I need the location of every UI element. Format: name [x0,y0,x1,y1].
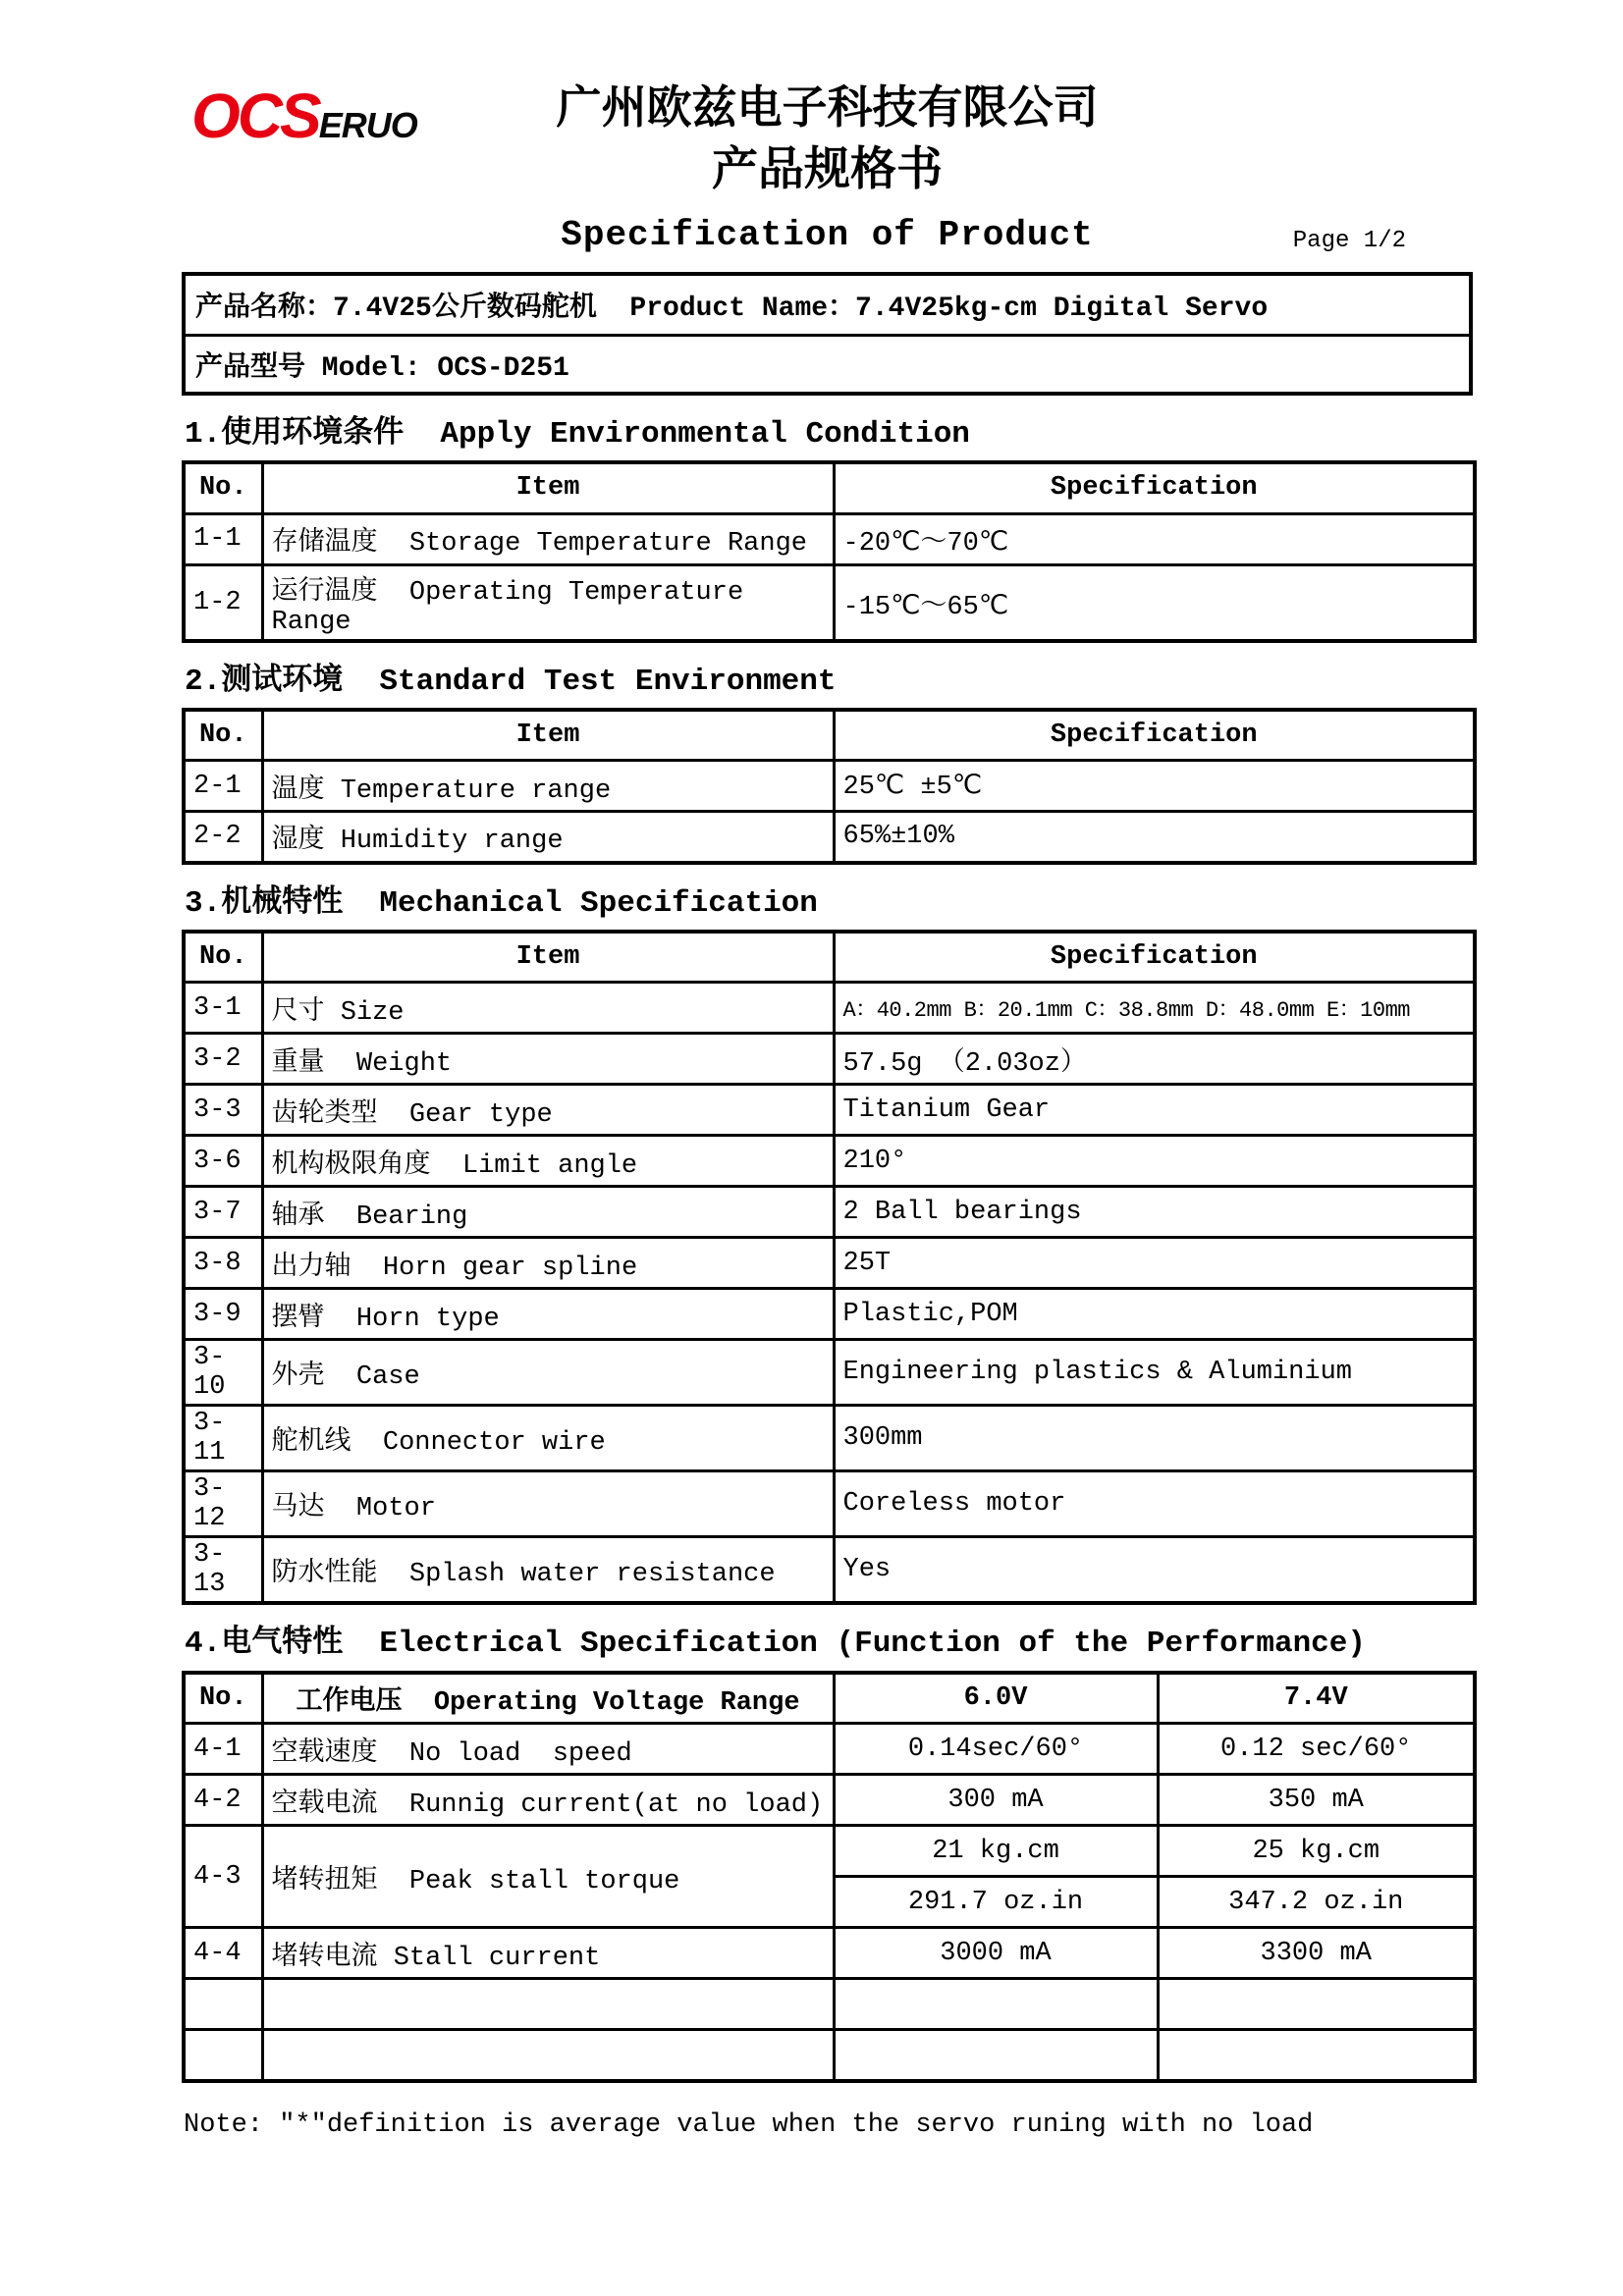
cell-spec: 210° [834,1136,1475,1187]
cell-no: 4-4 [184,1928,262,1979]
cell-spec: Titanium Gear [834,1085,1475,1136]
section-heading-electrical: 4.电气特性 Electrical Specification (Function of the Performance) [185,1627,1366,1662]
table-row [184,1406,1475,1471]
cell-value-7v: 0.12 sec/60° [1158,1724,1475,1775]
cell-empty [262,2030,834,2081]
cell-empty [184,2030,262,2081]
table-row [184,1289,1475,1340]
column-header: Specification [834,710,1475,761]
cell-no: 1-1 [184,513,262,564]
table-row [184,812,1475,863]
cell-no: 2-2 [184,812,262,863]
cell-spec: -15℃～65℃ [834,564,1475,641]
table-row [184,1775,1475,1826]
cell-item: 轴承 Bearing [262,1187,834,1238]
column-header-no: No. [184,1673,262,1724]
cell-value-7v: 350 mA [1158,1775,1475,1826]
column-header: No. [184,710,262,761]
column-header: No. [184,932,262,983]
logo-ervo-text: ERUO [318,105,417,145]
cell-empty [262,1979,834,2030]
table-row [184,513,1475,564]
table-row [184,1471,1475,1537]
cell-empty [834,2030,1158,2081]
column-header: Item [262,462,834,513]
cell-spec: Coreless motor [834,1471,1475,1537]
page-number: Page 1/2 [1292,227,1406,254]
cell-no: 4-3 [184,1826,262,1928]
table-row [184,1085,1475,1136]
column-header: Item [262,932,834,983]
cell-spec: 25℃ ±5℃ [834,761,1475,812]
section-heading-mechanical: 3.机械特性 Mechanical Specification [185,885,818,921]
cell-spec: 65%±10% [834,812,1475,863]
cell-item: 外壳 Case [262,1340,834,1406]
column-header-6v: 6.0V [834,1673,1158,1724]
note-text: Note: ″*″definition is average value when the servo runing with no load [184,2109,1314,2140]
cell-value-7v: 3300 mA [1158,1928,1475,1979]
cell-spec: 2 Ball bearings [834,1187,1475,1238]
cell-spec: Plastic,POM [834,1289,1475,1340]
cell-spec: 300mm [834,1406,1475,1471]
table-row [184,983,1475,1034]
cell-item: 机构极限角度 Limit angle [262,1136,834,1187]
cell-item: 存储温度 Storage Temperature Range [262,513,834,564]
cell-value-6v: 0.14sec/60° [834,1724,1158,1775]
cell-value-6v: 291.7 oz.in [834,1877,1158,1928]
cell-item: 温度 Temperature range [262,761,834,812]
table-row [184,1724,1475,1775]
header-row [184,932,1475,983]
doc-title-cn: 产品规格书 [712,146,943,199]
cell-item: 防水性能 Splash water resistance [262,1537,834,1604]
cell-item: 舵机线 Connector wire [262,1406,834,1471]
cell-empty [834,1979,1158,2030]
table-row-empty [184,1979,1475,2030]
cell-spec: 25T [834,1238,1475,1289]
product-name-row: 产品名称：7.4V25公斤数码舵机 Product Name：7.4V25kg-cm Digital Servo [195,294,1269,325]
cell-item: 堵转扭矩 Peak stall torque [262,1826,834,1928]
cell-no: 3-8 [184,1238,262,1289]
cell-item: 摆臂 Horn type [262,1289,834,1340]
cell-empty [184,1979,262,2030]
company-name: 广州欧兹电子科技有限公司 [556,85,1099,136]
cell-no: 3-11 [184,1406,262,1471]
cell-item: 运行温度 Operating Temperature Range [262,564,834,641]
cell-spec: -20℃～70℃ [834,513,1475,564]
table-row [184,761,1475,812]
cell-item: 空载电流 Runnig current(at no load) [262,1775,834,1826]
mechanical-table [182,930,1477,1606]
cell-value-7v: 347.2 oz.in [1158,1877,1475,1928]
cell-no: 3-3 [184,1085,262,1136]
doc-title-en: Specification of Product [561,214,1094,255]
section-heading-environment: 1.使用环境条件 Apply Environmental Condition [185,416,970,452]
column-header: Specification [834,932,1475,983]
table-row-empty [184,2030,1475,2081]
cell-value-6v: 21 kg.cm [834,1826,1158,1877]
cell-no: 4-2 [184,1775,262,1826]
cell-no: 3-10 [184,1340,262,1406]
table-row [184,1826,1475,1877]
column-header-7v: 7.4V [1158,1673,1475,1724]
cell-item: 出力轴 Horn gear spline [262,1238,834,1289]
column-header-voltage: 工作电压 Operating Voltage Range [262,1673,834,1724]
cell-no: 3-2 [184,1034,262,1085]
environment-table [182,460,1477,643]
table-row [184,1928,1475,1979]
table-row [184,1136,1475,1187]
cell-no: 3-12 [184,1471,262,1537]
cell-item: 空载速度 No load speed [262,1724,834,1775]
cell-item: 重量 Weight [262,1034,834,1085]
cell-item: 马达 Motor [262,1471,834,1537]
cell-no: 4-1 [184,1724,262,1775]
cell-empty [1158,1979,1475,2030]
product-model-row: 产品型号 Model: OCS-D251 [186,334,1469,392]
header-row [184,462,1475,513]
table-row [184,1537,1475,1604]
cell-item: 堵转电流 Stall current [262,1928,834,1979]
table-row [184,564,1475,641]
cell-no: 3-9 [184,1289,262,1340]
header-row [184,710,1475,761]
cell-no: 3-1 [184,983,262,1034]
cell-no: 2-1 [184,761,262,812]
cell-item: 尺寸 Size [262,983,834,1034]
cell-spec: Engineering plastics & Aluminium [834,1340,1475,1406]
cell-empty [1158,2030,1475,2081]
table-row [184,1238,1475,1289]
cell-no: 1-2 [184,564,262,641]
column-header: No. [184,462,262,513]
test-environment-table [182,708,1477,865]
section-heading-test-environment: 2.测试环境 Standard Test Environment [185,664,837,699]
brand-logo [191,80,417,151]
cell-no: 3-13 [184,1537,262,1604]
table-row [184,1340,1475,1406]
electrical-table [182,1671,1477,2083]
cell-value-6v: 3000 mA [834,1928,1158,1979]
table-row [184,1034,1475,1085]
cell-spec: Yes [834,1537,1475,1604]
logo-ocs-text: OCS [191,80,319,151]
doc-title-row [182,215,1473,256]
cell-value-7v: 25 kg.cm [1158,1826,1475,1877]
header-row [184,1673,1475,1724]
cell-item: 湿度 Humidity range [262,812,834,863]
product-info-box [182,272,1473,396]
cell-item: 齿轮类型 Gear type [262,1085,834,1136]
table-row [184,1187,1475,1238]
cell-value-6v: 300 mA [834,1775,1158,1826]
column-header: Specification [834,462,1475,513]
cell-no: 3-6 [184,1136,262,1187]
column-header: Item [262,710,834,761]
cell-spec: A：40.2mm B：20.1mm C：38.8mm D：48.0mm E：10mm [834,983,1475,1034]
cell-spec: 57.5g （2.03oz） [834,1034,1475,1085]
cell-no: 3-7 [184,1187,262,1238]
